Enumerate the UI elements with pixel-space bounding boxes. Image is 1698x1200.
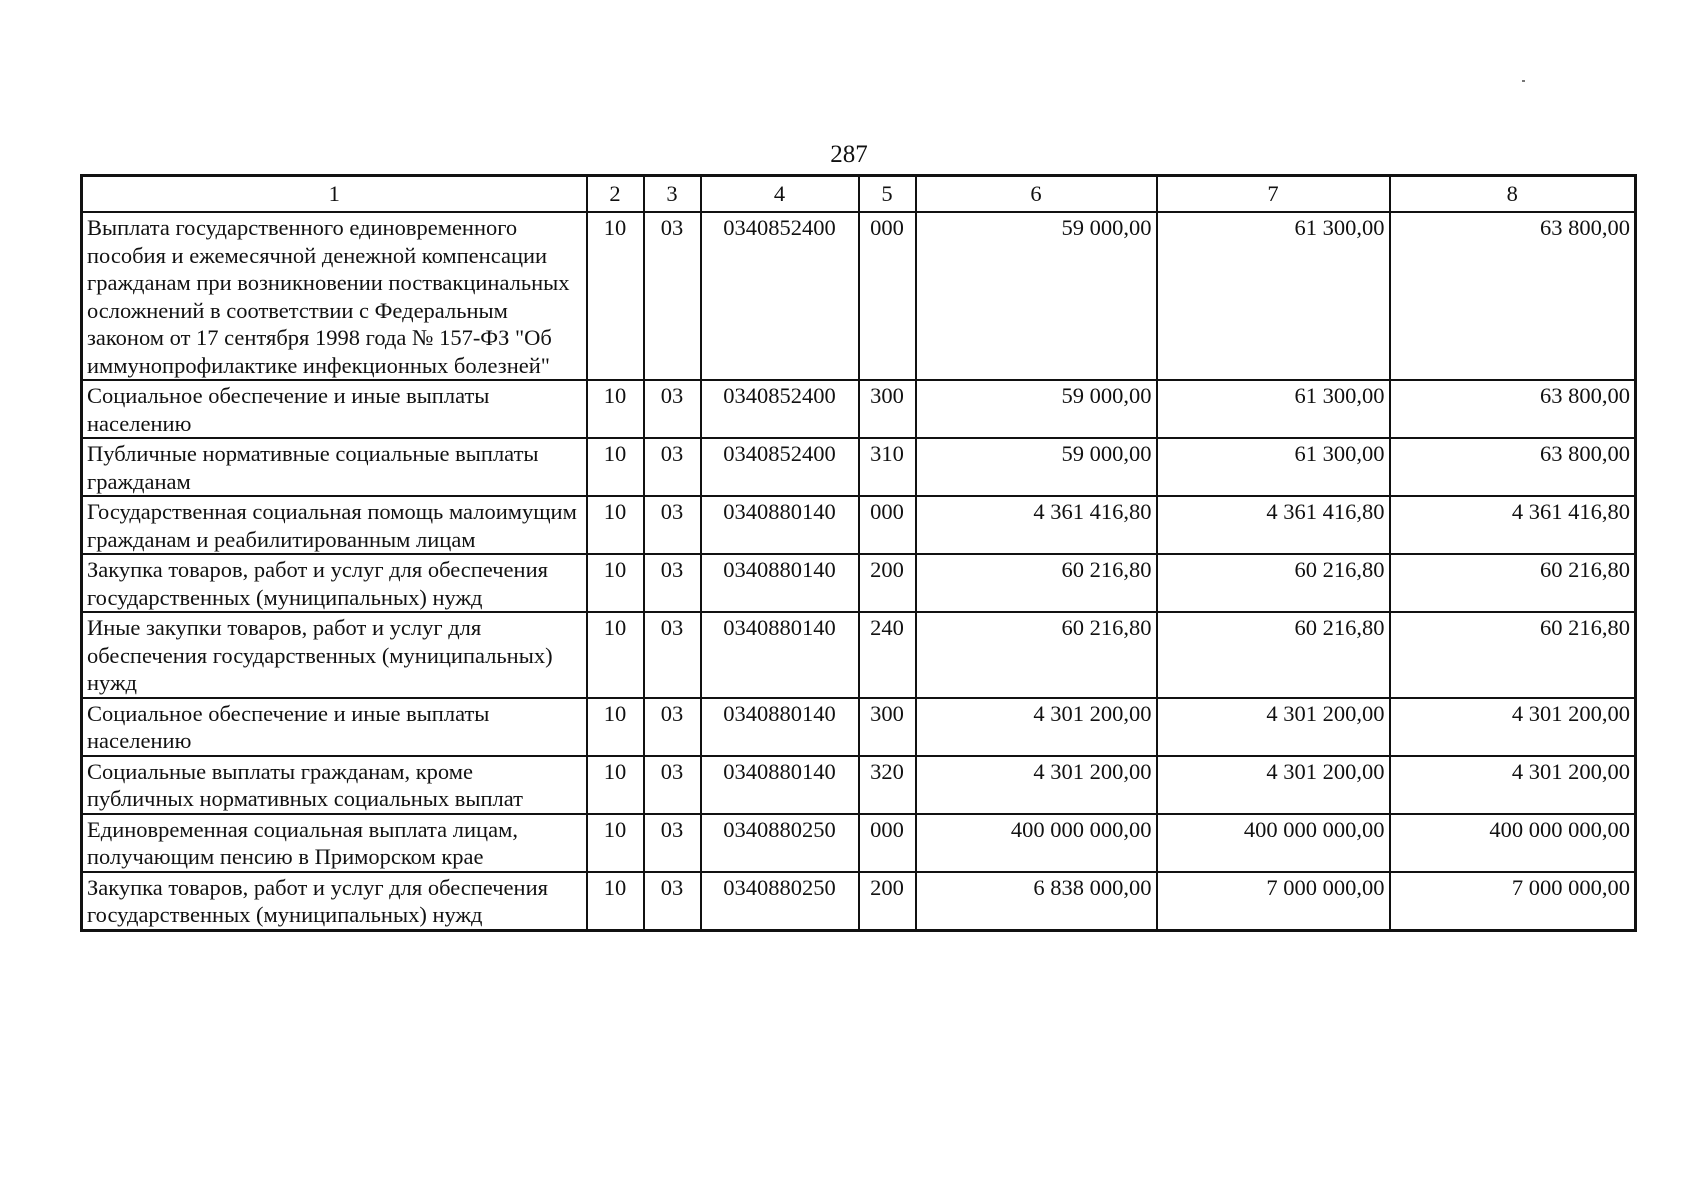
target-code-cell: 0340852400 xyxy=(701,212,859,380)
target-code-cell: 0340880140 xyxy=(701,612,859,698)
amount-col7-cell: 61 300,00 xyxy=(1157,380,1390,438)
amount-col7-cell: 4 361 416,80 xyxy=(1157,496,1390,554)
budget-table xyxy=(80,174,1637,932)
table-row xyxy=(82,212,1636,380)
section-code-cell: 10 xyxy=(587,554,644,612)
item-name-cell: Закупка товаров, работ и услуг для обеспечения государственных (муниципальных) нужд xyxy=(82,554,587,612)
page-number: 287 xyxy=(830,141,868,168)
amount-col6-cell: 60 216,80 xyxy=(916,554,1157,612)
item-name-cell: Иные закупки товаров, работ и услуг для обеспечения государственных (муниципальных) нужд xyxy=(82,612,587,698)
subsection-code-cell: 03 xyxy=(644,496,701,554)
table-row xyxy=(82,438,1636,496)
subsection-code-cell: 03 xyxy=(644,698,701,756)
target-code-cell: 0340880140 xyxy=(701,756,859,814)
expense-kind-cell: 240 xyxy=(859,612,916,698)
item-name-cell: Социальное обеспечение и иные выплаты населению xyxy=(82,698,587,756)
table-row xyxy=(82,756,1636,814)
table-row xyxy=(82,612,1636,698)
amount-col8-cell: 7 000 000,00 xyxy=(1390,872,1636,931)
amount-col7-cell: 7 000 000,00 xyxy=(1157,872,1390,931)
expense-kind-cell: 200 xyxy=(859,872,916,931)
expense-kind-cell: 000 xyxy=(859,814,916,872)
section-code-cell: 10 xyxy=(587,496,644,554)
table-row xyxy=(82,554,1636,612)
target-code-cell: 0340880140 xyxy=(701,496,859,554)
column-header-6: 6 xyxy=(916,176,1157,213)
column-header-1: 1 xyxy=(82,176,587,213)
subsection-code-cell: 03 xyxy=(644,380,701,438)
table-row xyxy=(82,380,1636,438)
subsection-code-cell: 03 xyxy=(644,438,701,496)
section-code-cell: 10 xyxy=(587,438,644,496)
item-name-cell: Единовременная социальная выплата лицам, получающим пенсию в Приморском крае xyxy=(82,814,587,872)
column-header-2: 2 xyxy=(587,176,644,213)
amount-col7-cell: 61 300,00 xyxy=(1157,438,1390,496)
item-name-cell: Социальное обеспечение и иные выплаты населению xyxy=(82,380,587,438)
expense-kind-cell: 300 xyxy=(859,698,916,756)
amount-col6-cell: 60 216,80 xyxy=(916,612,1157,698)
section-code-cell: 10 xyxy=(587,380,644,438)
subsection-code-cell: 03 xyxy=(644,756,701,814)
target-code-cell: 0340880140 xyxy=(701,698,859,756)
target-code-cell: 0340852400 xyxy=(701,380,859,438)
amount-col8-cell: 4 301 200,00 xyxy=(1390,756,1636,814)
expense-kind-cell: 310 xyxy=(859,438,916,496)
column-header-3: 3 xyxy=(644,176,701,213)
section-code-cell: 10 xyxy=(587,212,644,380)
expense-kind-cell: 000 xyxy=(859,212,916,380)
amount-col6-cell: 4 301 200,00 xyxy=(916,698,1157,756)
item-name-cell: Закупка товаров, работ и услуг для обеспечения государственных (муниципальных) нужд xyxy=(82,872,587,931)
amount-col8-cell: 60 216,80 xyxy=(1390,554,1636,612)
column-header-8: 8 xyxy=(1390,176,1636,213)
target-code-cell: 0340880250 xyxy=(701,872,859,931)
amount-col8-cell: 60 216,80 xyxy=(1390,612,1636,698)
subsection-code-cell: 03 xyxy=(644,212,701,380)
subsection-code-cell: 03 xyxy=(644,554,701,612)
amount-col7-cell: 60 216,80 xyxy=(1157,612,1390,698)
subsection-code-cell: 03 xyxy=(644,612,701,698)
table-row xyxy=(82,814,1636,872)
expense-kind-cell: 300 xyxy=(859,380,916,438)
table-row xyxy=(82,872,1636,931)
amount-col6-cell: 59 000,00 xyxy=(916,438,1157,496)
item-name-cell: Публичные нормативные социальные выплаты гражданам xyxy=(82,438,587,496)
scan-speck xyxy=(1522,80,1525,82)
expense-kind-cell: 200 xyxy=(859,554,916,612)
amount-col6-cell: 400 000 000,00 xyxy=(916,814,1157,872)
amount-col7-cell: 61 300,00 xyxy=(1157,212,1390,380)
column-header-7: 7 xyxy=(1157,176,1390,213)
section-code-cell: 10 xyxy=(587,814,644,872)
item-name-cell: Выплата государственного единовременного пособия и ежемесячной денежной компенсации гражданам при возникновении поствакцинальных осложнений в соответствии с Федеральным законом от 17 сентября 1998 года № 157-ФЗ "Об иммунопрофилактике инфекционных болезней" xyxy=(82,212,587,380)
section-code-cell: 10 xyxy=(587,756,644,814)
column-header-4: 4 xyxy=(701,176,859,213)
item-name-cell: Социальные выплаты гражданам, кроме публичных нормативных социальных выплат xyxy=(82,756,587,814)
item-name-cell: Государственная социальная помощь малоимущим гражданам и реабилитированным лицам xyxy=(82,496,587,554)
amount-col6-cell: 59 000,00 xyxy=(916,212,1157,380)
amount-col6-cell: 59 000,00 xyxy=(916,380,1157,438)
expense-kind-cell: 000 xyxy=(859,496,916,554)
target-code-cell: 0340852400 xyxy=(701,438,859,496)
section-code-cell: 10 xyxy=(587,872,644,931)
amount-col7-cell: 4 301 200,00 xyxy=(1157,756,1390,814)
section-code-cell: 10 xyxy=(587,612,644,698)
amount-col8-cell: 63 800,00 xyxy=(1390,380,1636,438)
target-code-cell: 0340880250 xyxy=(701,814,859,872)
amount-col8-cell: 63 800,00 xyxy=(1390,438,1636,496)
amount-col8-cell: 400 000 000,00 xyxy=(1390,814,1636,872)
amount-col8-cell: 63 800,00 xyxy=(1390,212,1636,380)
amount-col8-cell: 4 301 200,00 xyxy=(1390,698,1636,756)
amount-col7-cell: 4 301 200,00 xyxy=(1157,698,1390,756)
table-row xyxy=(82,496,1636,554)
amount-col6-cell: 4 301 200,00 xyxy=(916,756,1157,814)
amount-col7-cell: 400 000 000,00 xyxy=(1157,814,1390,872)
table-row xyxy=(82,698,1636,756)
column-header-5: 5 xyxy=(859,176,916,213)
amount-col7-cell: 60 216,80 xyxy=(1157,554,1390,612)
expense-kind-cell: 320 xyxy=(859,756,916,814)
amount-col8-cell: 4 361 416,80 xyxy=(1390,496,1636,554)
column-numbers-row xyxy=(82,176,1636,213)
section-code-cell: 10 xyxy=(587,698,644,756)
target-code-cell: 0340880140 xyxy=(701,554,859,612)
subsection-code-cell: 03 xyxy=(644,872,701,931)
subsection-code-cell: 03 xyxy=(644,814,701,872)
amount-col6-cell: 6 838 000,00 xyxy=(916,872,1157,931)
amount-col6-cell: 4 361 416,80 xyxy=(916,496,1157,554)
